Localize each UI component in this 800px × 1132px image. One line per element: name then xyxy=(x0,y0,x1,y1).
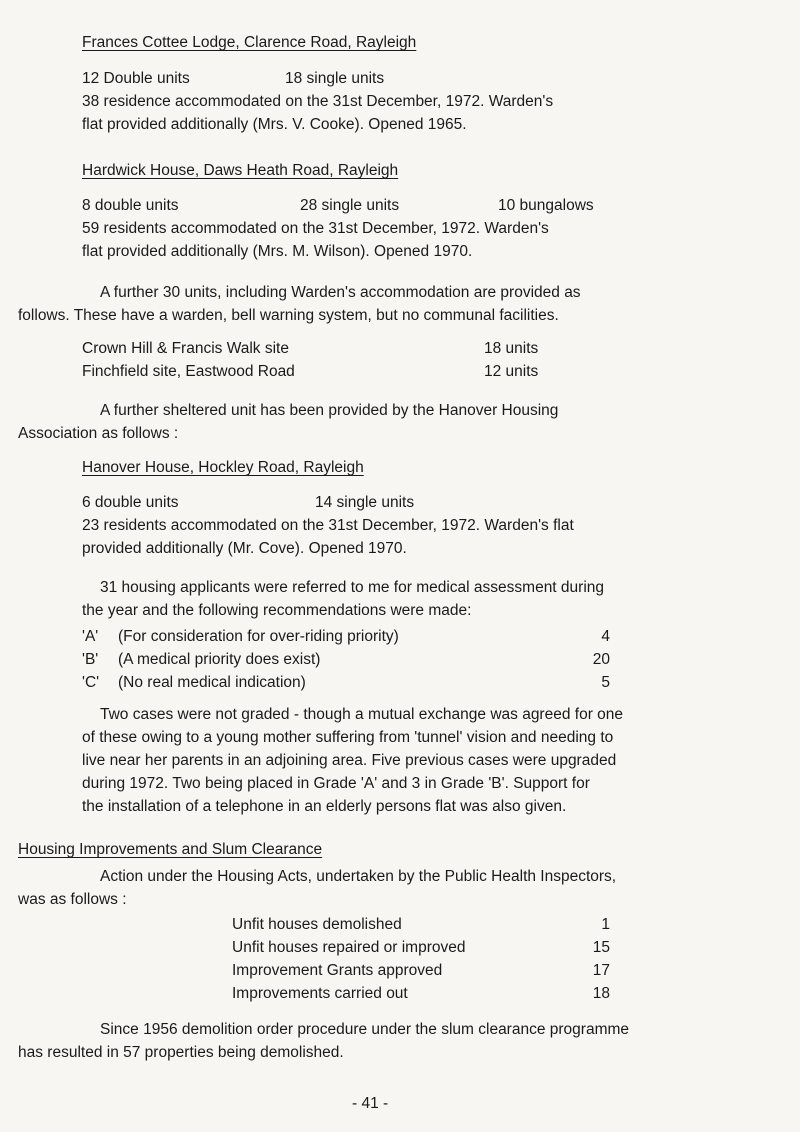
grade-description: (A medical priority does exist) xyxy=(118,651,321,668)
units-single: 14 single units xyxy=(315,494,415,511)
units-single: 28 single units xyxy=(300,197,400,214)
site-name: Crown Hill & Francis Walk site xyxy=(82,340,289,357)
body-line: Association as follows : xyxy=(18,425,179,442)
housing-item-count: 17 xyxy=(592,962,610,979)
housing-item-count: 1 xyxy=(601,916,610,933)
body-line: 38 residence accommodated on the 31st December, 1972. Warden's xyxy=(82,93,554,110)
units-single: 18 single units xyxy=(285,70,385,87)
housing-item-count: 15 xyxy=(592,939,610,956)
body-line: live near her parents in an adjoining area. Five previous cases were upgraded xyxy=(82,752,617,769)
body-line: A further sheltered unit has been provided by the Hanover Housing xyxy=(100,402,559,419)
body-line: was as follows : xyxy=(18,891,127,908)
units-double: 12 Double units xyxy=(82,70,190,87)
body-line: 31 housing applicants were referred to me for medical assessment during xyxy=(100,579,605,596)
body-line: Two cases were not graded - though a mutual exchange was agreed for one xyxy=(100,706,624,723)
grade-code: 'C' xyxy=(82,674,100,691)
section-heading-frances-cottee-lodge: Frances Cottee Lodge, Clarence Road, Rayleigh xyxy=(82,34,417,51)
body-line: of these owing to a young mother suffering from 'tunnel' vision and needing to xyxy=(82,729,614,746)
body-line: has resulted in 57 properties being demolished. xyxy=(18,1044,344,1061)
site-units: 18 units xyxy=(484,340,539,357)
units-double: 6 double units xyxy=(82,494,179,511)
grade-description: (No real medical indication) xyxy=(118,674,306,691)
body-line: provided additionally (Mr. Cove). Opened 1970. xyxy=(82,540,407,557)
site-units: 12 units xyxy=(484,363,539,380)
grade-code: 'B' xyxy=(82,651,99,668)
page-number: - 41 - xyxy=(352,1095,389,1112)
housing-item-label: Unfit houses repaired or improved xyxy=(232,939,466,956)
grade-code: 'A' xyxy=(82,628,99,645)
body-line: Since 1956 demolition order procedure under the slum clearance programme xyxy=(100,1021,630,1038)
body-line: follows. These have a warden, bell warning system, but no communal facilities. xyxy=(18,307,559,324)
site-name: Finchfield site, Eastwood Road xyxy=(82,363,295,380)
grade-count: 20 xyxy=(592,651,610,668)
units-bungalows: 10 bungalows xyxy=(498,197,594,214)
body-line: A further 30 units, including Warden's accommodation are provided as xyxy=(100,284,581,301)
body-line: flat provided additionally (Mrs. M. Wilson). Opened 1970. xyxy=(82,243,473,260)
grade-count: 5 xyxy=(601,674,610,691)
section-heading-hanover-house: Hanover House, Hockley Road, Rayleigh xyxy=(82,459,364,476)
housing-item-label: Improvements carried out xyxy=(232,985,408,1002)
body-line: during 1972. Two being placed in Grade 'A' and 3 in Grade 'B'. Support for xyxy=(82,775,590,792)
body-line: the year and the following recommendations were made: xyxy=(82,602,472,619)
body-line: Action under the Housing Acts, undertaken by the Public Health Inspectors, xyxy=(100,868,617,885)
body-line: the installation of a telephone in an elderly persons flat was also given. xyxy=(82,798,567,815)
body-line: flat provided additionally (Mrs. V. Cooke). Opened 1965. xyxy=(82,116,467,133)
housing-item-label: Unfit houses demolished xyxy=(232,916,402,933)
grade-count: 4 xyxy=(601,628,610,645)
section-heading-hardwick-house: Hardwick House, Daws Heath Road, Rayleigh xyxy=(82,162,399,179)
housing-item-label: Improvement Grants approved xyxy=(232,962,443,979)
units-double: 8 double units xyxy=(82,197,179,214)
section-heading-housing-improvements: Housing Improvements and Slum Clearance xyxy=(18,841,323,858)
housing-item-count: 18 xyxy=(592,985,610,1002)
grade-description: (For consideration for over-riding priority) xyxy=(118,628,399,645)
body-line: 59 residents accommodated on the 31st December, 1972. Warden's xyxy=(82,220,549,237)
body-line: 23 residents accommodated on the 31st December, 1972. Warden's flat xyxy=(82,517,574,534)
